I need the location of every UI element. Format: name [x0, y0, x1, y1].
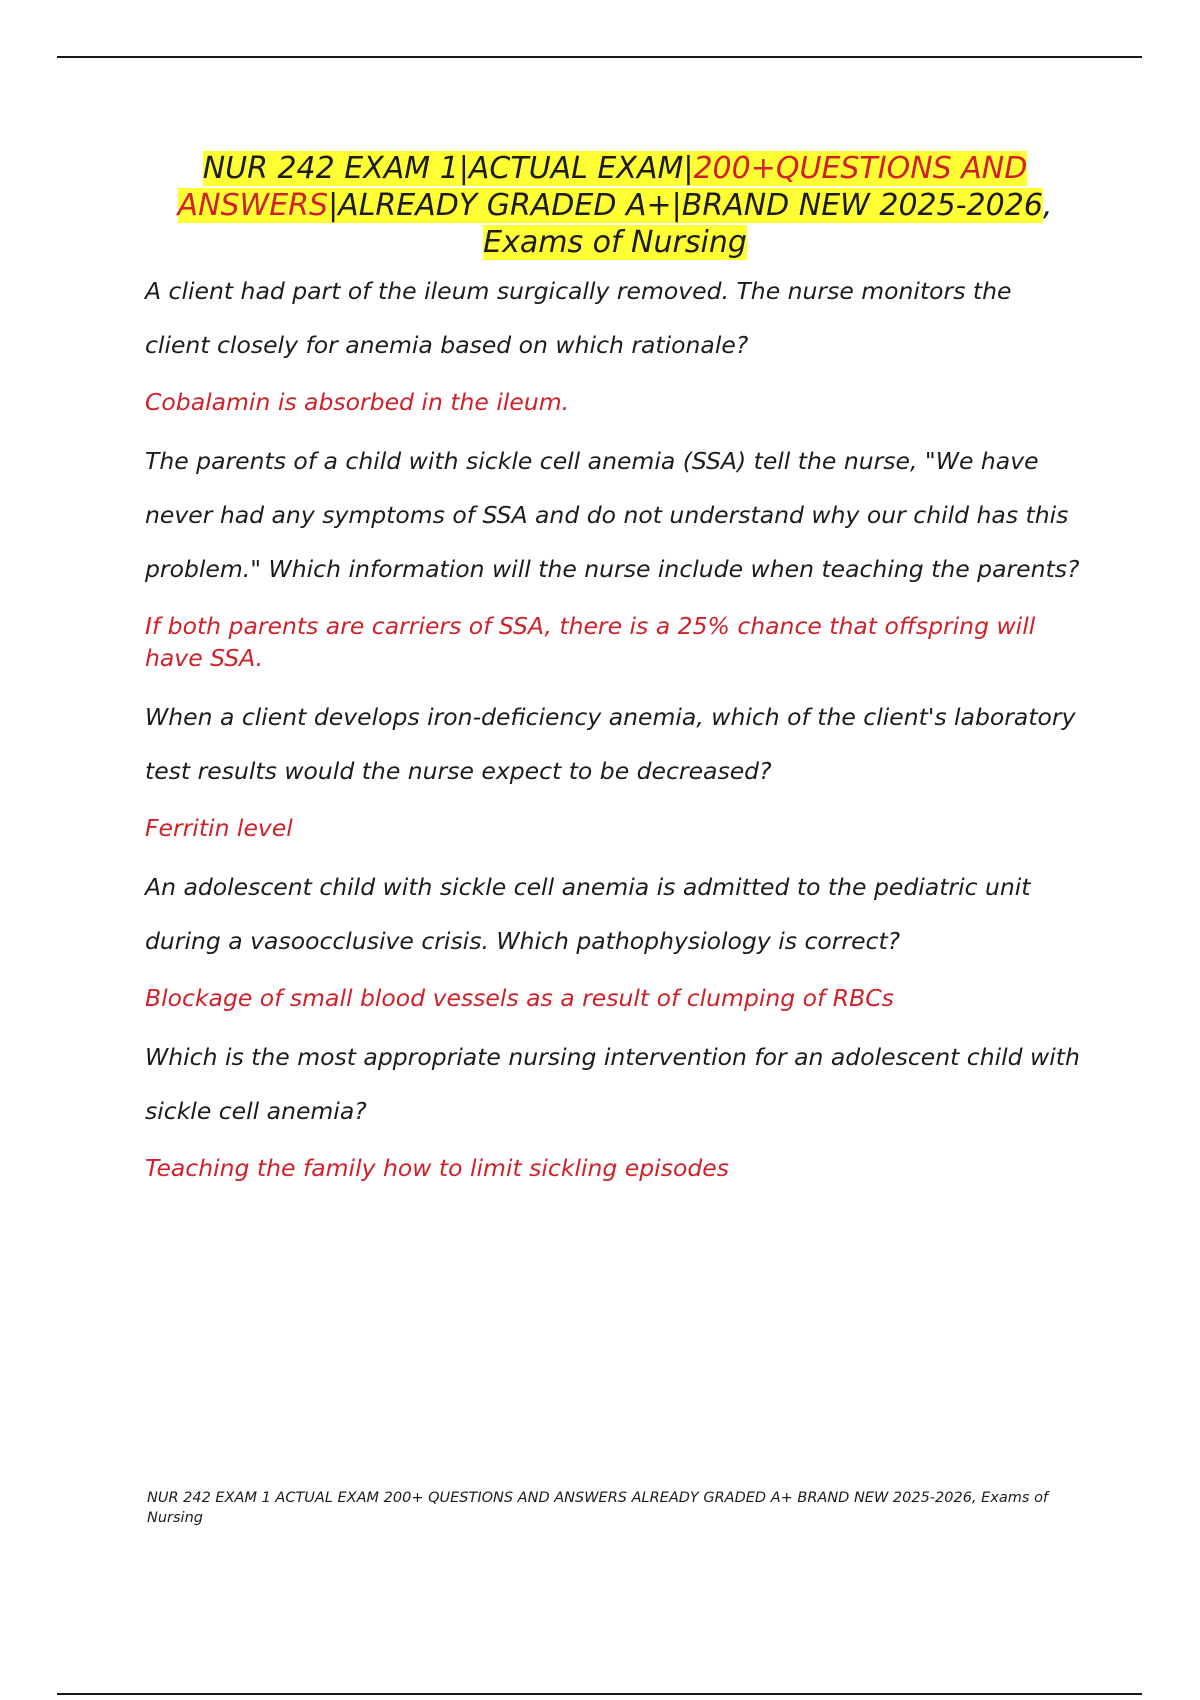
answer-1: Cobalamin is absorbed in the ileum.: [145, 388, 570, 416]
page-footer: NUR 242 EXAM 1 ACTUAL EXAM 200+ QUESTIONS AND ANSWERS ALREADY GRADED A+ BRAND NEW 2025-2026, Exams of Nursing: [147, 1490, 1049, 1526]
question-1: A client had part of the ileum surgically removed. The nurse monitors the client closely for anemia based on which rationale?: [145, 277, 1012, 359]
title-segment-1: NUR 242 EXAM 1|ACTUAL EXAM|: [202, 151, 694, 186]
question-2: The parents of a child with sickle cell anemia (SSA) tell the nurse, "We have never had any symptoms of SSA and do not understand why our child has this problem." Which information will the nurse include when teaching the parents?: [145, 447, 1080, 583]
answer-4: Blockage of small blood vessels as a result of clumping of RBCs: [145, 984, 894, 1012]
question-5: Which is the most appropriate nursing intervention for an adolescent child with sickle cell anemia?: [145, 1043, 1080, 1125]
question-3: When a client develops iron-deficiency anemia, which of the client's laboratory test results would the nurse expect to be decreased?: [145, 703, 1076, 785]
top-rule: [57, 56, 1142, 58]
title-segment-4: ,: [1042, 188, 1053, 223]
answer-5: Teaching the family how to limit sickling episodes: [145, 1154, 729, 1182]
answer-2: If both parents are carriers of SSA, there is a 25% chance that offspring will have SSA.: [145, 612, 1036, 672]
answer-3: Ferritin level: [145, 814, 293, 842]
document-title: [130, 150, 1100, 261]
question-4: An adolescent child with sickle cell anemia is admitted to the pediatric unit during a vasoocclusive crisis. Which pathophysiology is correct?: [145, 873, 1031, 955]
bottom-rule: [57, 1693, 1142, 1695]
qa-list: [145, 264, 1080, 1200]
title-segment-2: 200+QUESTIONS AND ANSWERS: [177, 151, 1028, 223]
title-segment-5: Exams of Nursing: [483, 225, 747, 260]
title-segment-3: |ALREADY GRADED A+|BRAND NEW 2025-2026: [328, 188, 1043, 223]
